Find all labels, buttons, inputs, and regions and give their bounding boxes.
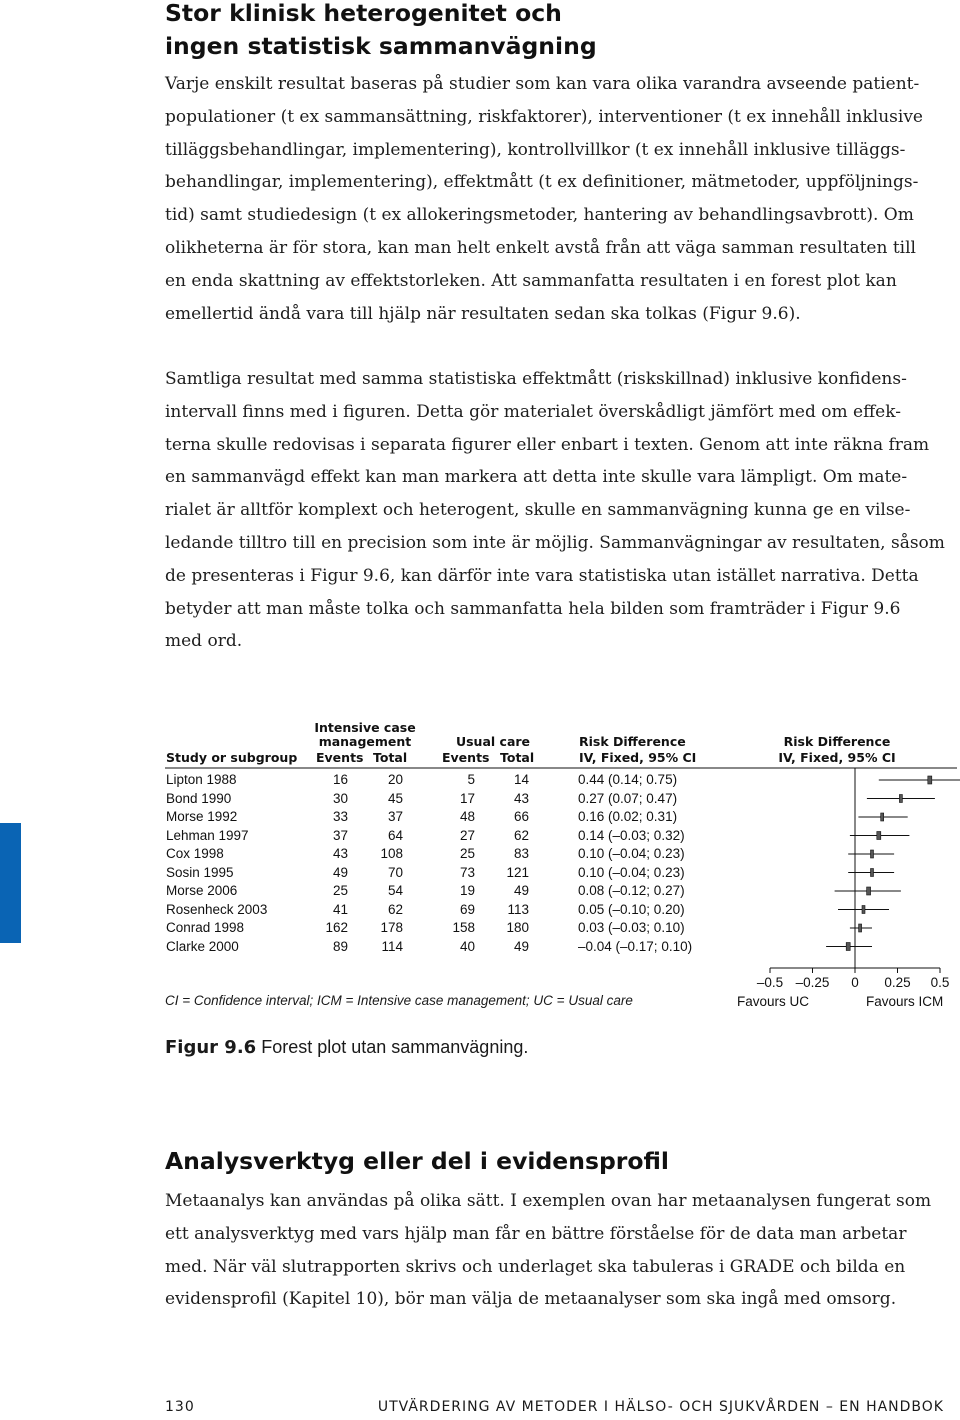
paragraph-line: rialet är alltför komplext och heterogent, skulle en sammanvägning kunna ge en vilse- [165, 500, 911, 521]
cell-uc-events: 48 [459, 809, 475, 824]
x-tick-label: 0.25 [884, 975, 911, 990]
paragraph-line: ledande tilltro till en precision som inte är möjlig. Sammanvägningar av resultaten, såsom [165, 532, 945, 553]
cell-study: Conrad 1998 [166, 920, 245, 935]
cell-rd: 0.03 (–0.03; 0.10) [578, 920, 685, 935]
x-tick-label: –0.25 [795, 975, 830, 990]
header-uc-events: Events [442, 750, 490, 765]
cell-icm-events: 16 [332, 772, 348, 787]
cell-uc-events: 73 [459, 864, 475, 880]
running-title: UTVÄRDERING AV METODER I HÄLSO- OCH SJUKVÅRDEN – EN HANDBOK [377, 1399, 944, 1415]
section-heading-analysis-tool [165, 1145, 669, 1178]
paragraph-line: med ord. [165, 631, 243, 652]
point-estimate-square [867, 887, 871, 895]
cell-icm-total: 37 [387, 809, 403, 824]
cell-icm-events: 43 [332, 846, 348, 861]
cell-uc-total: 113 [507, 901, 529, 917]
cell-uc-total: 180 [506, 920, 529, 935]
cell-uc-events: 69 [459, 901, 475, 917]
cell-icm-events: 41 [332, 901, 348, 917]
header-uc-total: Total [500, 750, 535, 765]
point-estimate-square [846, 943, 850, 951]
paragraph-3 [165, 1185, 960, 1316]
cell-rd: 0.27 (0.07; 0.47) [578, 790, 678, 806]
header-plot-title: Risk Difference [783, 734, 891, 749]
cell-uc-events: 19 [459, 883, 475, 898]
cell-study: Bond 1990 [166, 790, 232, 806]
cell-icm-events: 162 [325, 920, 348, 935]
cell-rd: 0.14 (–0.03; 0.32) [578, 827, 685, 843]
cell-study: Rosenheck 2003 [166, 901, 268, 917]
cell-uc-events: 17 [459, 790, 475, 806]
cell-icm-events: 33 [332, 809, 348, 824]
cell-icm-events: 30 [332, 790, 348, 806]
cell-uc-total: 62 [513, 827, 529, 843]
paragraph-line: behandlingar, implementering), effektmått (t ex definitioner, mätmetoder, uppföljnings- [165, 172, 919, 193]
cell-icm-total: 54 [387, 883, 403, 898]
cell-uc-total: 49 [513, 938, 529, 954]
header-rd-sub: IV, Fixed, 95% CI [579, 750, 697, 765]
x-tick-label: 0.5 [930, 975, 950, 990]
cell-icm-events: 89 [332, 938, 348, 954]
cell-rd: 0.10 (–0.04; 0.23) [578, 846, 685, 861]
cell-icm-total: 45 [387, 790, 403, 806]
cell-icm-events: 25 [332, 883, 348, 898]
header-study: Study or subgroup [166, 750, 298, 765]
x-tick-label: 0 [851, 975, 859, 990]
header-icm-line1: Intensive case [314, 720, 416, 735]
cell-uc-events: 27 [459, 827, 475, 843]
cell-icm-total: 108 [380, 846, 403, 861]
cell-uc-events: 40 [459, 938, 475, 954]
paragraph-line: en enda skattning av effektstorleken. Att sammanfatta resultaten i en forest plot kan [165, 270, 897, 291]
header-icm-events: Events [316, 750, 364, 765]
paragraph-line: olikheterna är för stora, kan man helt enkelt avstå från att väga samman resultaten till [165, 237, 916, 258]
page-number: 130 [165, 1399, 195, 1415]
caption-text: Forest plot utan sammanvägning. [256, 1037, 529, 1057]
cell-uc-total: 83 [513, 846, 529, 861]
cell-rd: –0.04 (–0.17; 0.10) [578, 938, 693, 954]
cell-icm-events: 37 [332, 827, 348, 843]
cell-study: Morse 2006 [166, 883, 238, 898]
cell-icm-total: 64 [387, 827, 403, 843]
figure-caption [165, 1037, 528, 1058]
paragraph-1 [165, 68, 960, 330]
paragraph-line: med. När väl slutrapporten skrivs och underlaget ska tabuleras i GRADE och bilda en [165, 1256, 906, 1277]
cell-study: Lipton 1988 [166, 772, 237, 787]
cell-uc-events: 158 [452, 920, 475, 935]
header-uc: Usual care [455, 734, 531, 749]
cell-uc-total: 43 [513, 790, 529, 806]
paragraph-line: betyder att man måste tolka och sammanfatta hela bilden som framträder i Figur 9.6 [165, 598, 901, 619]
cell-uc-total: 14 [513, 772, 529, 787]
paragraph-line: de presenteras i Figur 9.6, kan därför inte vara statistiska utan istället narrativa. Detta [165, 565, 919, 586]
header-plot-sub: IV, Fixed, 95% CI [778, 750, 896, 765]
paragraph-line: Metaanalys kan användas på olika sätt. I exemplen ovan har metaanalysen fungerat som [165, 1191, 932, 1211]
point-estimate-square [928, 776, 932, 784]
side-tab-marker [0, 823, 21, 943]
paragraph-line: populationer (t ex sammansättning, riskfaktorer), interventioner (t ex innehåll inklusive [165, 106, 923, 127]
paragraph-line: ett analysverktyg med vars hjälp man får en bättre förståelse för de data man arbetar [165, 1223, 907, 1244]
paragraph-line: intervall finns med i figuren. Detta gör materialet överskådligt jämfört med om effek- [165, 401, 901, 422]
cell-study: Sosin 1995 [166, 864, 234, 880]
cell-uc-total: 66 [513, 809, 529, 824]
favours-left-label: Favours UC [737, 994, 810, 1009]
heading-line-2: ingen statistisk sammanvägning [165, 32, 597, 60]
point-estimate-square [871, 869, 874, 877]
cell-icm-total: 62 [387, 901, 403, 917]
cell-rd: 0.05 (–0.10; 0.20) [578, 901, 685, 917]
paragraph-line: tid) samt studiedesign (t ex allokeringsmetoder, hantering av behandlingsavbrott). Om [165, 205, 914, 226]
cell-icm-total: 178 [380, 920, 403, 935]
figure-footnote: CI = Confidence interval; ICM = Intensive case management; UC = Usual care [165, 993, 633, 1008]
paragraph-line: terna skulle redovisas i separata figurer eller enbart i texten. Genom att inte räkna fram [165, 434, 930, 455]
point-estimate-square [859, 924, 862, 932]
cell-study: Cox 1998 [166, 846, 224, 861]
cell-rd: 0.44 (0.14; 0.75) [578, 772, 678, 787]
cell-rd: 0.16 (0.02; 0.31) [578, 809, 678, 824]
header-icm-line2: management [318, 734, 412, 749]
cell-icm-total: 114 [381, 938, 403, 954]
paragraph-line: Varje enskilt resultat baseras på studier som kan vara olika varandra avseende patient- [165, 74, 920, 94]
x-tick-label: –0.5 [756, 975, 784, 990]
paragraph-line: tilläggsbehandlingar, implementering), kontrollvillkor (t ex innehåll inklusive tilläggs- [165, 139, 906, 160]
paragraph-2 [165, 363, 960, 658]
section-heading-heterogeneity [165, 0, 597, 63]
cell-uc-events: 25 [459, 846, 475, 861]
cell-rd: 0.08 (–0.12; 0.27) [578, 883, 685, 898]
favours-right-label: Favours ICM [866, 994, 944, 1009]
forest-plot-marks [770, 768, 960, 973]
point-estimate-square [899, 795, 902, 803]
point-estimate-square [881, 813, 884, 821]
heading-line-1: Stor klinisk heterogenitet och [165, 0, 562, 27]
header-rd: Risk Difference [579, 734, 686, 749]
paragraph-line: emellertid ändå vara till hjälp när resultaten sedan ska tolkas (Figur 9.6). [165, 303, 801, 324]
cell-rd: 0.10 (–0.04; 0.23) [578, 864, 685, 880]
cell-uc-total: 49 [513, 883, 529, 898]
cell-icm-total: 20 [387, 772, 403, 787]
cell-icm-total: 70 [387, 864, 403, 880]
header-icm-total: Total [373, 750, 408, 765]
paragraph-line: evidensprofil (Kapitel 10), bör man välja de metaanalyser som ska ingå med omsorg. [165, 1289, 897, 1310]
cell-icm-events: 49 [332, 864, 348, 880]
point-estimate-square [862, 906, 865, 914]
paragraph-line: Samtliga resultat med samma statistiska effektmått (riskskillnad) inklusive konfidens- [165, 369, 907, 389]
point-estimate-square [877, 832, 881, 840]
point-estimate-square [871, 850, 874, 858]
caption-label: Figur 9.6 [165, 1037, 257, 1058]
paragraph-line: en sammanvägd effekt kan man markera att detta inte skulle vara lämpligt. Om mate- [165, 467, 908, 488]
cell-study: Clarke 2000 [166, 938, 239, 954]
cell-uc-total: 121 [506, 864, 529, 880]
heading-line: Analysverktyg eller del i evidensprofil [165, 1147, 669, 1175]
cell-study: Lehman 1997 [166, 827, 249, 843]
cell-study: Morse 1992 [166, 809, 238, 824]
cell-uc-events: 5 [467, 772, 475, 787]
